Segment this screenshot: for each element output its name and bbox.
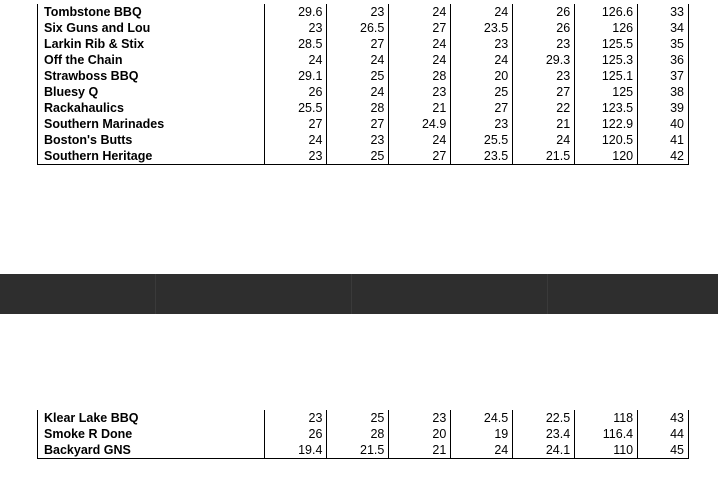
- rank-cell: 38: [638, 84, 689, 100]
- score-cell: 21.5: [513, 148, 575, 165]
- table-row: [38, 410, 689, 426]
- score-cell: 29.1: [265, 68, 327, 84]
- band-cell: [0, 274, 156, 314]
- total-cell: 110: [575, 442, 638, 459]
- rank-cell: 42: [638, 148, 689, 165]
- score-cell: 25: [327, 148, 389, 165]
- table-row: [38, 442, 689, 459]
- rank-cell: 34: [638, 20, 689, 36]
- total-cell: 120: [575, 148, 638, 165]
- rank-cell: 35: [638, 36, 689, 52]
- score-cell: 24: [327, 84, 389, 100]
- score-cell: 26.5: [327, 20, 389, 36]
- score-cell: 28: [327, 100, 389, 116]
- table-row: [38, 52, 689, 68]
- score-cell: 27: [389, 20, 451, 36]
- score-cell: 27: [327, 36, 389, 52]
- score-cell: 23: [327, 4, 389, 20]
- band-cell: [155, 274, 352, 314]
- score-cell: 24.9: [389, 116, 451, 132]
- score-cell: 27: [327, 116, 389, 132]
- team-name-cell: Smoke R Done: [38, 426, 265, 442]
- score-cell: 23: [513, 36, 575, 52]
- score-cell: 25: [327, 68, 389, 84]
- score-cell: 25: [451, 84, 513, 100]
- score-cell: 26: [513, 4, 575, 20]
- score-cell: 23: [265, 410, 327, 426]
- score-cell: 25: [327, 410, 389, 426]
- total-cell: 123.5: [575, 100, 638, 116]
- team-name-cell: Six Guns and Lou: [38, 20, 265, 36]
- table-row: [38, 100, 689, 116]
- score-cell: 29.6: [265, 4, 327, 20]
- score-cell: 24: [327, 52, 389, 68]
- score-cell: 24: [451, 4, 513, 20]
- rank-cell: 33: [638, 4, 689, 20]
- rank-cell: 37: [638, 68, 689, 84]
- score-cell: 26: [265, 426, 327, 442]
- score-cell: 24: [451, 52, 513, 68]
- score-cell: 23: [451, 36, 513, 52]
- score-cell: 29.3: [513, 52, 575, 68]
- score-cell: 24: [389, 132, 451, 148]
- score-cell: 27: [389, 148, 451, 165]
- results-table-top: [37, 4, 689, 165]
- team-name-cell: Tombstone BBQ: [38, 4, 265, 20]
- team-name-cell: Boston's Butts: [38, 132, 265, 148]
- score-cell: 27: [265, 116, 327, 132]
- score-cell: 23.5: [451, 148, 513, 165]
- band-cell: [351, 274, 548, 314]
- score-cell: 23: [451, 116, 513, 132]
- score-cell: 21: [513, 116, 575, 132]
- total-cell: 125.5: [575, 36, 638, 52]
- score-cell: 26: [265, 84, 327, 100]
- table-row: [38, 116, 689, 132]
- score-cell: 22: [513, 100, 575, 116]
- score-cell: 23.4: [513, 426, 575, 442]
- total-cell: 118: [575, 410, 638, 426]
- total-cell: 116.4: [575, 426, 638, 442]
- score-cell: 25.5: [265, 100, 327, 116]
- band-cell: [547, 274, 718, 314]
- table-row: [38, 84, 689, 100]
- rank-cell: 40: [638, 116, 689, 132]
- total-cell: 120.5: [575, 132, 638, 148]
- score-cell: 21.5: [327, 442, 389, 459]
- score-cell: 22.5: [513, 410, 575, 426]
- score-cell: 28: [389, 68, 451, 84]
- table-row: [38, 68, 689, 84]
- score-cell: 24: [389, 4, 451, 20]
- score-cell: 23: [327, 132, 389, 148]
- score-cell: 20: [389, 426, 451, 442]
- score-cell: 24: [389, 36, 451, 52]
- team-name-cell: Southern Marinades: [38, 116, 265, 132]
- score-cell: 28: [327, 426, 389, 442]
- score-cell: 27: [451, 100, 513, 116]
- score-cell: 24.5: [451, 410, 513, 426]
- rank-cell: 45: [638, 442, 689, 459]
- total-cell: 122.9: [575, 116, 638, 132]
- total-cell: 125.3: [575, 52, 638, 68]
- rank-cell: 36: [638, 52, 689, 68]
- score-cell: 20: [451, 68, 513, 84]
- team-name-cell: Rackahaulics: [38, 100, 265, 116]
- total-cell: 126: [575, 20, 638, 36]
- score-cell: 24: [451, 442, 513, 459]
- rank-cell: 44: [638, 426, 689, 442]
- team-name-cell: Off the Chain: [38, 52, 265, 68]
- score-cell: 21: [389, 100, 451, 116]
- team-name-cell: Strawboss BBQ: [38, 68, 265, 84]
- total-cell: 125: [575, 84, 638, 100]
- rank-cell: 43: [638, 410, 689, 426]
- rank-cell: 39: [638, 100, 689, 116]
- score-cell: 26: [513, 20, 575, 36]
- total-cell: 125.1: [575, 68, 638, 84]
- score-cell: 19: [451, 426, 513, 442]
- score-cell: 25.5: [451, 132, 513, 148]
- results-table-bottom: [37, 410, 689, 459]
- table-row: [38, 36, 689, 52]
- score-cell: 23: [389, 410, 451, 426]
- team-name-cell: Southern Heritage: [38, 148, 265, 165]
- score-cell: 19.4: [265, 442, 327, 459]
- team-name-cell: Larkin Rib & Stix: [38, 36, 265, 52]
- table-row: [38, 4, 689, 20]
- score-cell: 24.1: [513, 442, 575, 459]
- total-cell: 126.6: [575, 4, 638, 20]
- score-cell: 23.5: [451, 20, 513, 36]
- table-row: [38, 426, 689, 442]
- dark-separator-band: [0, 274, 718, 314]
- rank-cell: 41: [638, 132, 689, 148]
- team-name-cell: Bluesy Q: [38, 84, 265, 100]
- score-cell: 23: [513, 68, 575, 84]
- score-cell: 21: [389, 442, 451, 459]
- score-cell: 23: [265, 148, 327, 165]
- score-cell: 24: [265, 132, 327, 148]
- table-row: [38, 132, 689, 148]
- score-cell: 23: [265, 20, 327, 36]
- score-cell: 27: [513, 84, 575, 100]
- score-cell: 24: [265, 52, 327, 68]
- score-cell: 23: [389, 84, 451, 100]
- score-cell: 28.5: [265, 36, 327, 52]
- team-name-cell: Backyard GNS: [38, 442, 265, 459]
- table-row: [38, 148, 689, 165]
- score-cell: 24: [389, 52, 451, 68]
- team-name-cell: Klear Lake BBQ: [38, 410, 265, 426]
- score-cell: 24: [513, 132, 575, 148]
- table-row: [38, 20, 689, 36]
